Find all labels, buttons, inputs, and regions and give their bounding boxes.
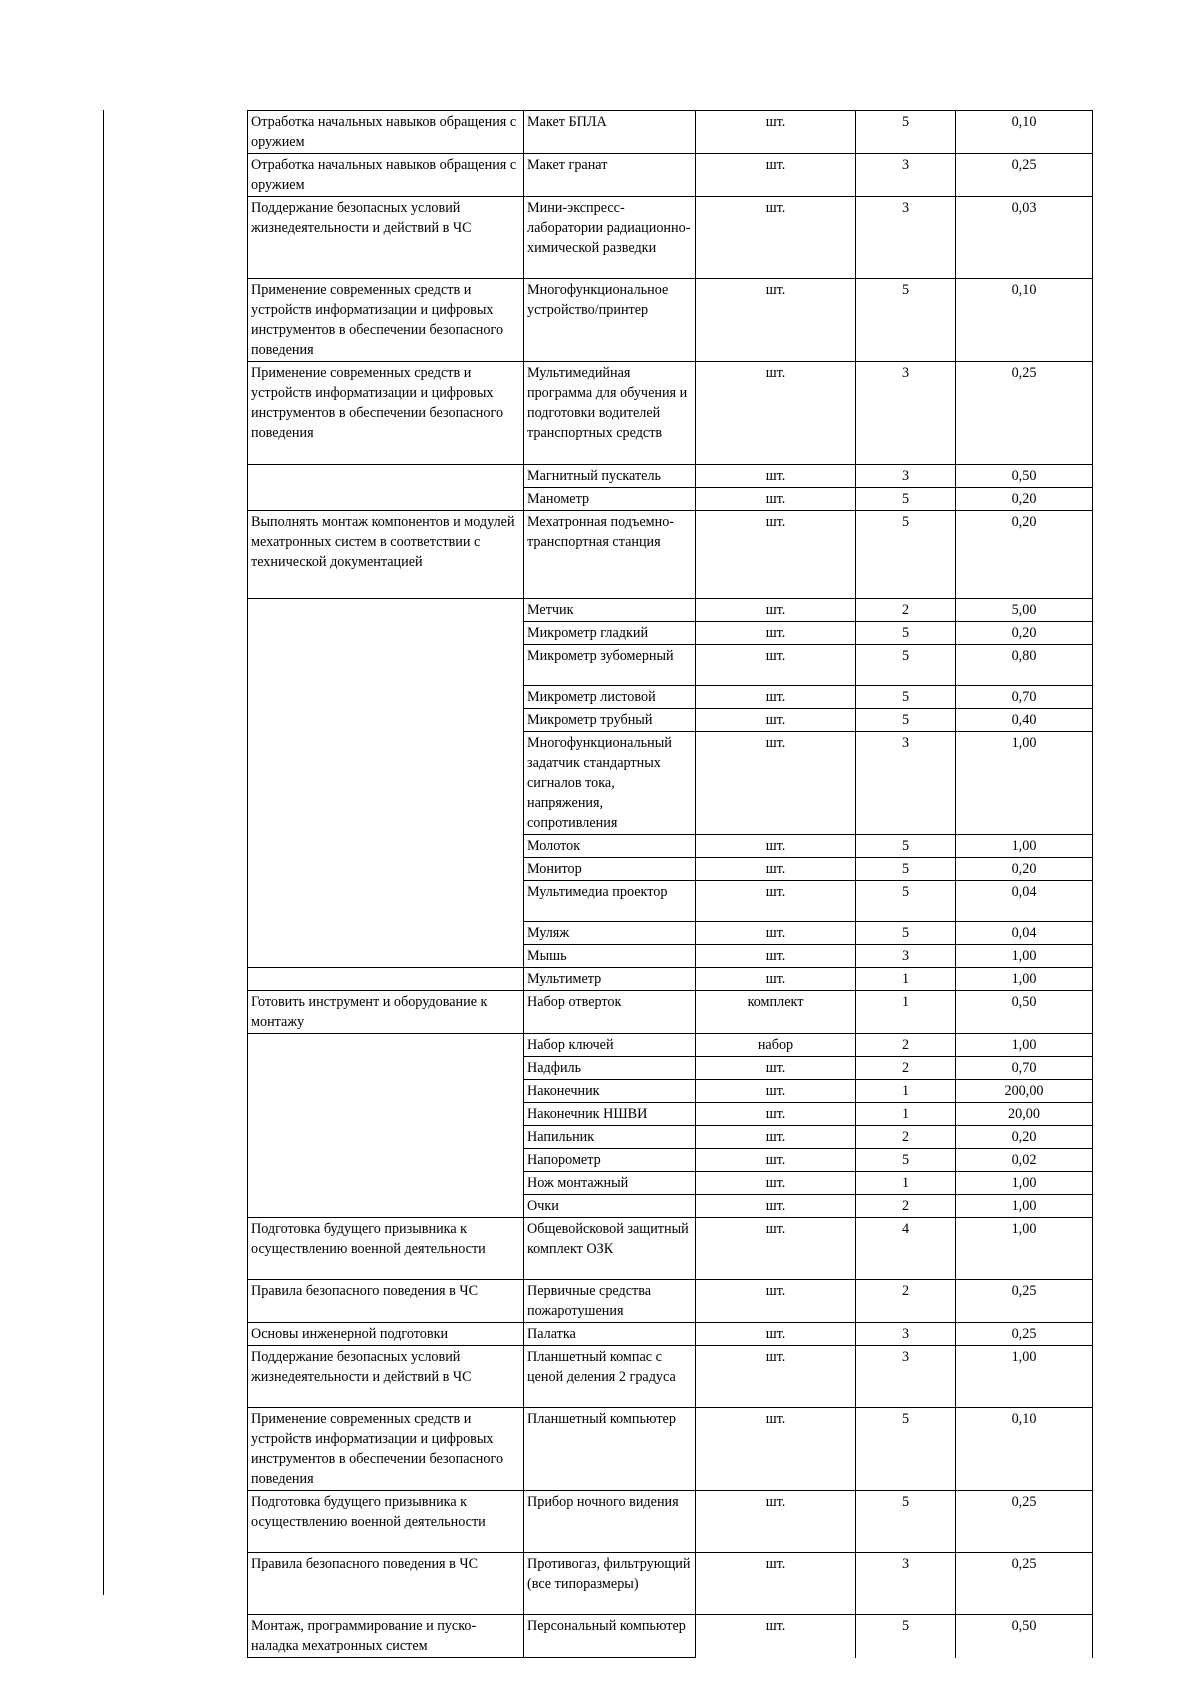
unit-cell: шт.: [696, 1408, 856, 1491]
left-margin-line: [103, 110, 104, 1595]
activity-cell: Готовить инструмент и оборудование к монтажу: [248, 991, 524, 1034]
value-cell: 0,20: [956, 488, 1093, 511]
quantity-cell: 1: [856, 968, 956, 991]
activity-cell: Основы инженерной подготовки: [248, 1323, 524, 1346]
quantity-cell: 1: [856, 1103, 956, 1126]
quantity-cell: 2: [856, 1280, 956, 1323]
unit-cell: шт.: [696, 1195, 856, 1218]
equipment-cell: Метчик: [524, 599, 696, 622]
quantity-cell: 3: [856, 362, 956, 465]
equipment-cell: Микрометр трубный: [524, 709, 696, 732]
quantity-cell: 5: [856, 709, 956, 732]
equipment-cell: Набор отверток: [524, 991, 696, 1034]
table-row: [248, 1346, 1093, 1408]
value-cell: 0,50: [956, 1615, 1093, 1658]
equipment-cell: Мехатронная подъемно-транспортная станция: [524, 511, 696, 599]
value-cell: 0,25: [956, 362, 1093, 465]
activity-cell: Поддержание безопасных условий жизнедеятельности и действий в ЧС: [248, 1346, 524, 1408]
unit-cell: шт.: [696, 362, 856, 465]
quantity-cell: 3: [856, 197, 956, 279]
quantity-cell: 5: [856, 488, 956, 511]
quantity-cell: 3: [856, 732, 956, 835]
unit-cell: шт.: [696, 968, 856, 991]
unit-cell: шт.: [696, 1057, 856, 1080]
table-row: [248, 511, 1093, 599]
value-cell: 0,10: [956, 111, 1093, 154]
table-row: [248, 1280, 1093, 1323]
equipment-cell: Макет БПЛА: [524, 111, 696, 154]
quantity-cell: 5: [856, 645, 956, 686]
activity-cell: [248, 599, 524, 968]
equipment-cell: Персональный компьютер: [524, 1615, 696, 1658]
equipment-cell: Напорометр: [524, 1149, 696, 1172]
unit-cell: шт.: [696, 1149, 856, 1172]
unit-cell: шт.: [696, 279, 856, 362]
value-cell: 0,03: [956, 197, 1093, 279]
value-cell: 0,10: [956, 1408, 1093, 1491]
value-cell: 1,00: [956, 945, 1093, 968]
activity-cell: Применение современных средств и устройств информатизации и цифровых инструментов в обеспечении безопасного поведения: [248, 362, 524, 465]
unit-cell: шт.: [696, 154, 856, 197]
quantity-cell: 5: [856, 1615, 956, 1658]
quantity-cell: 5: [856, 622, 956, 645]
quantity-cell: 5: [856, 1149, 956, 1172]
equipment-cell: Противогаз, фильтрующий (все типоразмеры): [524, 1553, 696, 1615]
quantity-cell: 3: [856, 465, 956, 488]
equipment-cell: Мультиметр: [524, 968, 696, 991]
equipment-cell: Мультимедийная программа для обучения и подготовки водителей транспортных средств: [524, 362, 696, 465]
equipment-cell: Планшетный компьютер: [524, 1408, 696, 1491]
activity-cell: Подготовка будущего призывника к осуществлению военной деятельности: [248, 1491, 524, 1553]
unit-cell: шт.: [696, 881, 856, 922]
unit-cell: шт.: [696, 1103, 856, 1126]
unit-cell: шт.: [696, 1323, 856, 1346]
equipment-cell: Палатка: [524, 1323, 696, 1346]
unit-cell: шт.: [696, 1218, 856, 1280]
unit-cell: набор: [696, 1034, 856, 1057]
unit-cell: шт.: [696, 111, 856, 154]
activity-cell: Применение современных средств и устройств информатизации и цифровых инструментов в обеспечении безопасного поведения: [248, 1408, 524, 1491]
quantity-cell: 1: [856, 1172, 956, 1195]
equipment-cell: Микрометр зубомерный: [524, 645, 696, 686]
table-row: [248, 1491, 1093, 1553]
activity-cell: Применение современных средств и устройств информатизации и цифровых инструментов в обеспечении безопасного поведения: [248, 279, 524, 362]
value-cell: 0,80: [956, 645, 1093, 686]
quantity-cell: 4: [856, 1218, 956, 1280]
activity-cell: Поддержание безопасных условий жизнедеятельности и действий в ЧС: [248, 197, 524, 279]
table-row: [248, 1218, 1093, 1280]
equipment-cell: Напильник: [524, 1126, 696, 1149]
equipment-cell: Микрометр листовой: [524, 686, 696, 709]
table-row: [248, 968, 1093, 991]
value-cell: 0,25: [956, 1491, 1093, 1553]
value-cell: 0,02: [956, 1149, 1093, 1172]
table-row: [248, 465, 1093, 488]
quantity-cell: 2: [856, 1057, 956, 1080]
unit-cell: шт.: [696, 1615, 856, 1658]
equipment-cell: Мультимедиа проектор: [524, 881, 696, 922]
value-cell: 1,00: [956, 732, 1093, 835]
equipment-cell: Мини-экспресс-лаборатории радиационно-химической разведки: [524, 197, 696, 279]
table-row: [248, 154, 1093, 197]
quantity-cell: 5: [856, 1491, 956, 1553]
equipment-table: [247, 110, 1093, 1658]
equipment-cell: Очки: [524, 1195, 696, 1218]
equipment-cell: Муляж: [524, 922, 696, 945]
equipment-cell: Общевойсковой защитный комплект ОЗК: [524, 1218, 696, 1280]
value-cell: 0,25: [956, 1280, 1093, 1323]
unit-cell: шт.: [696, 465, 856, 488]
value-cell: 0,50: [956, 991, 1093, 1034]
quantity-cell: 2: [856, 1126, 956, 1149]
quantity-cell: 5: [856, 511, 956, 599]
equipment-cell: Наконечник: [524, 1080, 696, 1103]
table-row: [248, 1034, 1093, 1057]
unit-cell: шт.: [696, 599, 856, 622]
equipment-cell: Нож монтажный: [524, 1172, 696, 1195]
unit-cell: шт.: [696, 1553, 856, 1615]
quantity-cell: 2: [856, 1195, 956, 1218]
unit-cell: шт.: [696, 488, 856, 511]
activity-cell: Отработка начальных навыков обращения с оружием: [248, 111, 524, 154]
equipment-cell: Макет гранат: [524, 154, 696, 197]
value-cell: 0,20: [956, 858, 1093, 881]
equipment-cell: Набор ключей: [524, 1034, 696, 1057]
quantity-cell: 1: [856, 991, 956, 1034]
equipment-cell: Многофункциональный задатчик стандартных сигналов тока, напряжения, сопротивления: [524, 732, 696, 835]
quantity-cell: 5: [856, 922, 956, 945]
value-cell: 200,00: [956, 1080, 1093, 1103]
quantity-cell: 5: [856, 835, 956, 858]
table-row: [248, 991, 1093, 1034]
value-cell: 1,00: [956, 835, 1093, 858]
activity-cell: [248, 465, 524, 511]
value-cell: 0,04: [956, 881, 1093, 922]
value-cell: 5,00: [956, 599, 1093, 622]
unit-cell: шт.: [696, 1126, 856, 1149]
table-row: [248, 279, 1093, 362]
equipment-cell: Наконечник НШВИ: [524, 1103, 696, 1126]
equipment-cell: Надфиль: [524, 1057, 696, 1080]
quantity-cell: 3: [856, 1553, 956, 1615]
value-cell: 1,00: [956, 1034, 1093, 1057]
unit-cell: шт.: [696, 1080, 856, 1103]
value-cell: 0,25: [956, 154, 1093, 197]
quantity-cell: 3: [856, 154, 956, 197]
unit-cell: шт.: [696, 709, 856, 732]
quantity-cell: 5: [856, 111, 956, 154]
equipment-cell: Монитор: [524, 858, 696, 881]
unit-cell: шт.: [696, 686, 856, 709]
activity-cell: Подготовка будущего призывника к осуществлению военной деятельности: [248, 1218, 524, 1280]
equipment-cell: Первичные средства пожаротушения: [524, 1280, 696, 1323]
value-cell: 0,70: [956, 1057, 1093, 1080]
unit-cell: шт.: [696, 835, 856, 858]
value-cell: 1,00: [956, 1172, 1093, 1195]
value-cell: 0,04: [956, 922, 1093, 945]
unit-cell: шт.: [696, 732, 856, 835]
quantity-cell: 5: [856, 279, 956, 362]
quantity-cell: 2: [856, 1034, 956, 1057]
activity-cell: Отработка начальных навыков обращения с оружием: [248, 154, 524, 197]
table-row: [248, 197, 1093, 279]
equipment-cell: Мышь: [524, 945, 696, 968]
value-cell: 1,00: [956, 1346, 1093, 1408]
activity-cell: [248, 968, 524, 991]
value-cell: 0,20: [956, 1126, 1093, 1149]
equipment-cell: Прибор ночного видения: [524, 1491, 696, 1553]
unit-cell: шт.: [696, 1172, 856, 1195]
activity-cell: [248, 1034, 524, 1218]
activity-cell: Монтаж, программирование и пуско-наладка мехатронных систем: [248, 1615, 524, 1658]
table-row: [248, 362, 1093, 465]
unit-cell: шт.: [696, 1491, 856, 1553]
unit-cell: шт.: [696, 1346, 856, 1408]
activity-cell: Правила безопасного поведения в ЧС: [248, 1553, 524, 1615]
activity-cell: Правила безопасного поведения в ЧС: [248, 1280, 524, 1323]
value-cell: 0,25: [956, 1553, 1093, 1615]
unit-cell: шт.: [696, 945, 856, 968]
unit-cell: шт.: [696, 922, 856, 945]
equipment-cell: Молоток: [524, 835, 696, 858]
unit-cell: шт.: [696, 511, 856, 599]
value-cell: 0,20: [956, 511, 1093, 599]
equipment-cell: Магнитный пускатель: [524, 465, 696, 488]
value-cell: 0,20: [956, 622, 1093, 645]
quantity-cell: 3: [856, 945, 956, 968]
quantity-cell: 5: [856, 1408, 956, 1491]
equipment-cell: Микрометр гладкий: [524, 622, 696, 645]
unit-cell: шт.: [696, 1280, 856, 1323]
activity-cell: Выполнять монтаж компонентов и модулей мехатронных систем в соответствии с технической документацией: [248, 511, 524, 599]
quantity-cell: 5: [856, 858, 956, 881]
quantity-cell: 3: [856, 1346, 956, 1408]
quantity-cell: 3: [856, 1323, 956, 1346]
table-row: [248, 111, 1093, 154]
value-cell: 0,10: [956, 279, 1093, 362]
quantity-cell: 5: [856, 881, 956, 922]
table-row: [248, 1615, 1093, 1658]
equipment-cell: Планшетный компас с ценой деления 2 градуса: [524, 1346, 696, 1408]
quantity-cell: 1: [856, 1080, 956, 1103]
unit-cell: комплект: [696, 991, 856, 1034]
value-cell: 1,00: [956, 968, 1093, 991]
value-cell: 0,70: [956, 686, 1093, 709]
value-cell: 1,00: [956, 1195, 1093, 1218]
quantity-cell: 2: [856, 599, 956, 622]
unit-cell: шт.: [696, 858, 856, 881]
unit-cell: шт.: [696, 622, 856, 645]
unit-cell: шт.: [696, 197, 856, 279]
value-cell: 1,00: [956, 1218, 1093, 1280]
value-cell: 0,40: [956, 709, 1093, 732]
value-cell: 0,50: [956, 465, 1093, 488]
value-cell: 0,25: [956, 1323, 1093, 1346]
table-row: [248, 1408, 1093, 1491]
unit-cell: шт.: [696, 645, 856, 686]
equipment-cell: Манометр: [524, 488, 696, 511]
table-row: [248, 599, 1093, 622]
value-cell: 20,00: [956, 1103, 1093, 1126]
equipment-cell: Многофункциональное устройство/принтер: [524, 279, 696, 362]
quantity-cell: 5: [856, 686, 956, 709]
table-row: [248, 1553, 1093, 1615]
table-row: [248, 1323, 1093, 1346]
